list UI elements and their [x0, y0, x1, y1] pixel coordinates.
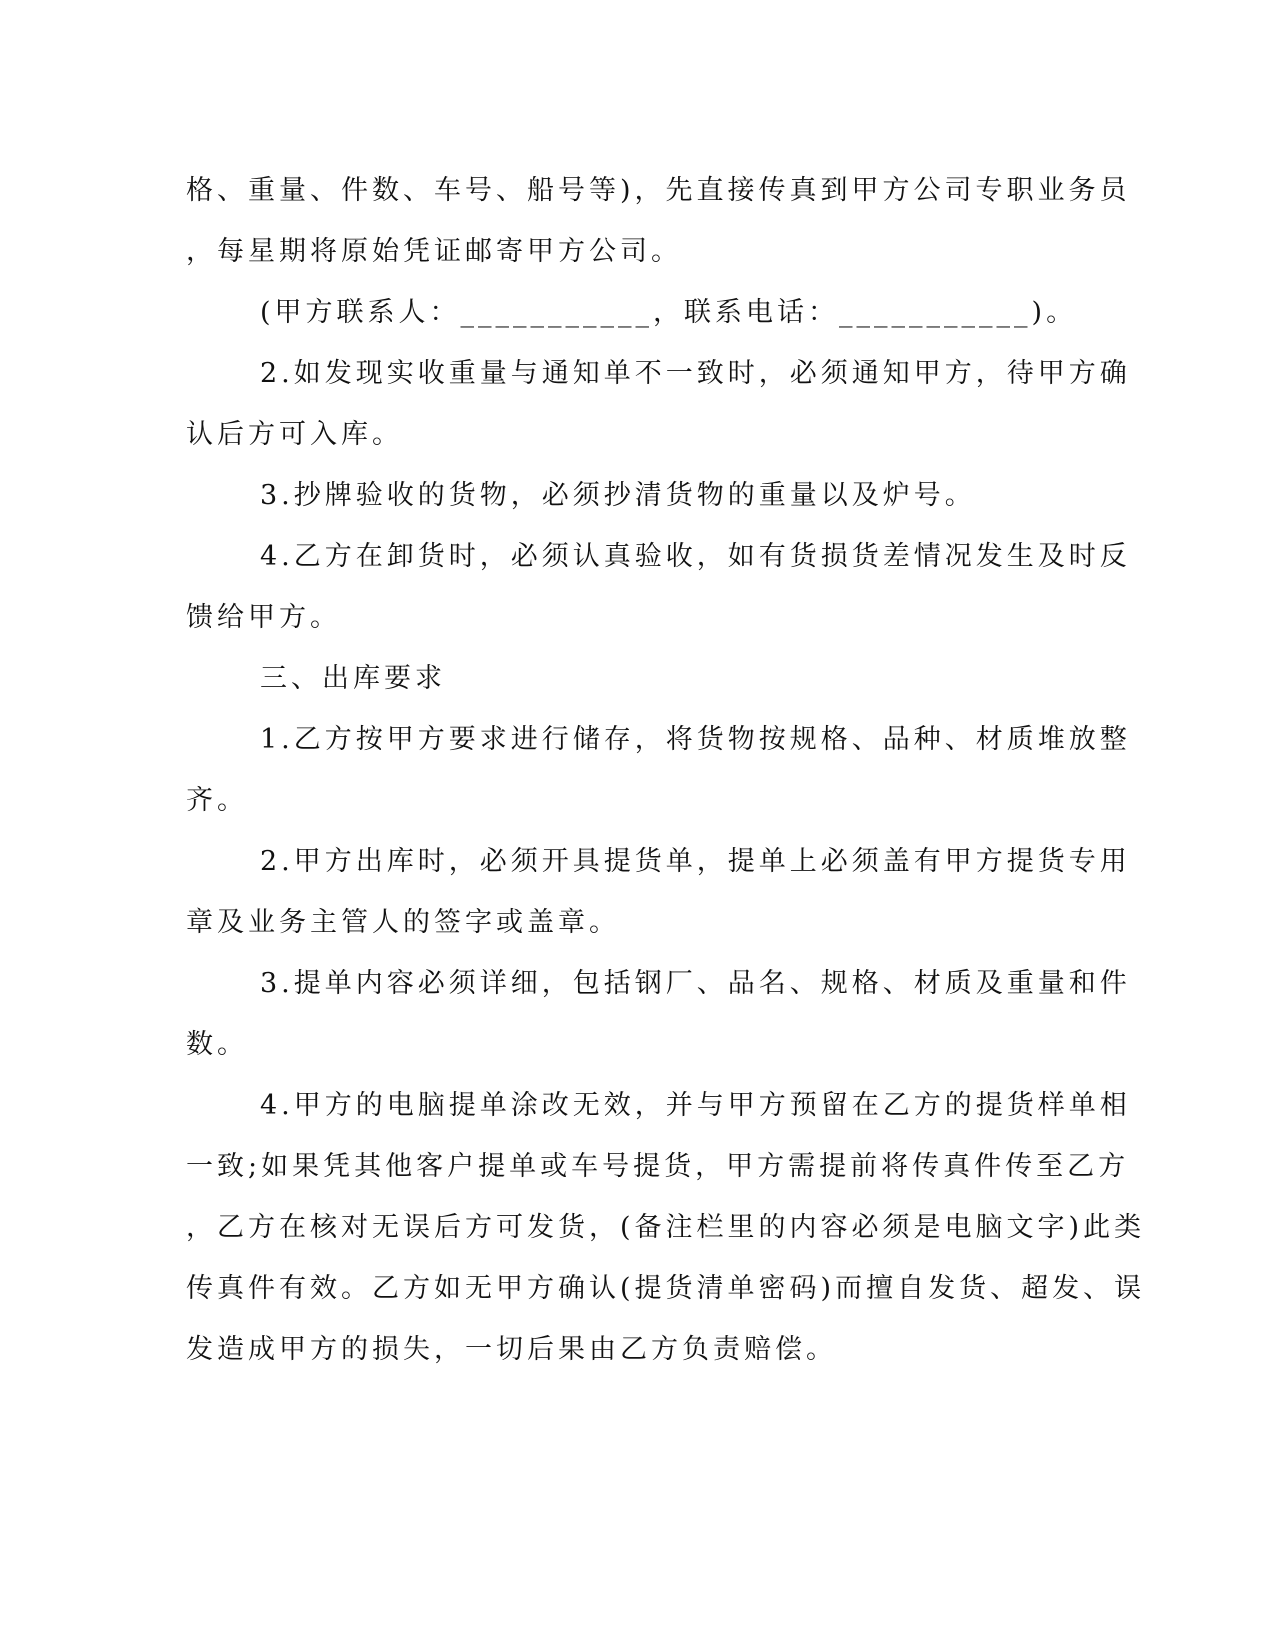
contact-line: (甲方联系人：___________，联系电话：___________)。	[260, 297, 1078, 328]
document-body	[186, 160, 1146, 1380]
text-line: 传真件有效。乙方如无甲方确认(提货清单密码)而擅自发货、超发、误	[186, 1273, 1146, 1304]
clause-3-line: 3.抄牌验收的货物，必须抄清货物的重量以及炉号。	[260, 480, 976, 511]
text-line: ，乙方在核对无误后方可发货，(备注栏里的内容必须是电脑文字)此类	[186, 1212, 1146, 1243]
section-heading: 三、出库要求	[260, 663, 446, 694]
clause-2-line: 2.甲方出库时，必须开具提货单，提单上必须盖有甲方提货专用	[260, 846, 1131, 877]
text-line: 章及业务主管人的签字或盖章。	[186, 907, 620, 938]
clause-4-line: 4.乙方在卸货时，必须认真验收，如有货损货差情况发生及时反	[260, 541, 1131, 572]
text-line: ，每星期将原始凭证邮寄甲方公司。	[186, 236, 682, 267]
clause-3-line: 3.提单内容必须详细，包括钢厂、品名、规格、材质及重量和件	[260, 968, 1131, 999]
clause-1-line: 1.乙方按甲方要求进行储存，将货物按规格、品种、材质堆放整	[260, 724, 1131, 755]
text-line: 齐。	[186, 785, 248, 816]
text-line: 认后方可入库。	[186, 419, 403, 450]
text-line: 格、重量、件数、车号、船号等)，先直接传真到甲方公司专职业务员	[186, 175, 1131, 206]
text-line: 一致;如果凭其他客户提单或车号提货，甲方需提前将传真件传至乙方	[186, 1151, 1130, 1182]
text-line: 数。	[186, 1029, 248, 1060]
clause-2-line: 2.如发现实收重量与通知单不一致时，必须通知甲方，待甲方确	[260, 358, 1131, 389]
text-line: 馈给甲方。	[186, 602, 341, 633]
clause-4-line: 4.甲方的电脑提单涂改无效，并与甲方预留在乙方的提货样单相	[260, 1090, 1131, 1121]
text-line: 发造成甲方的损失，一切后果由乙方负责赔偿。	[186, 1334, 837, 1365]
